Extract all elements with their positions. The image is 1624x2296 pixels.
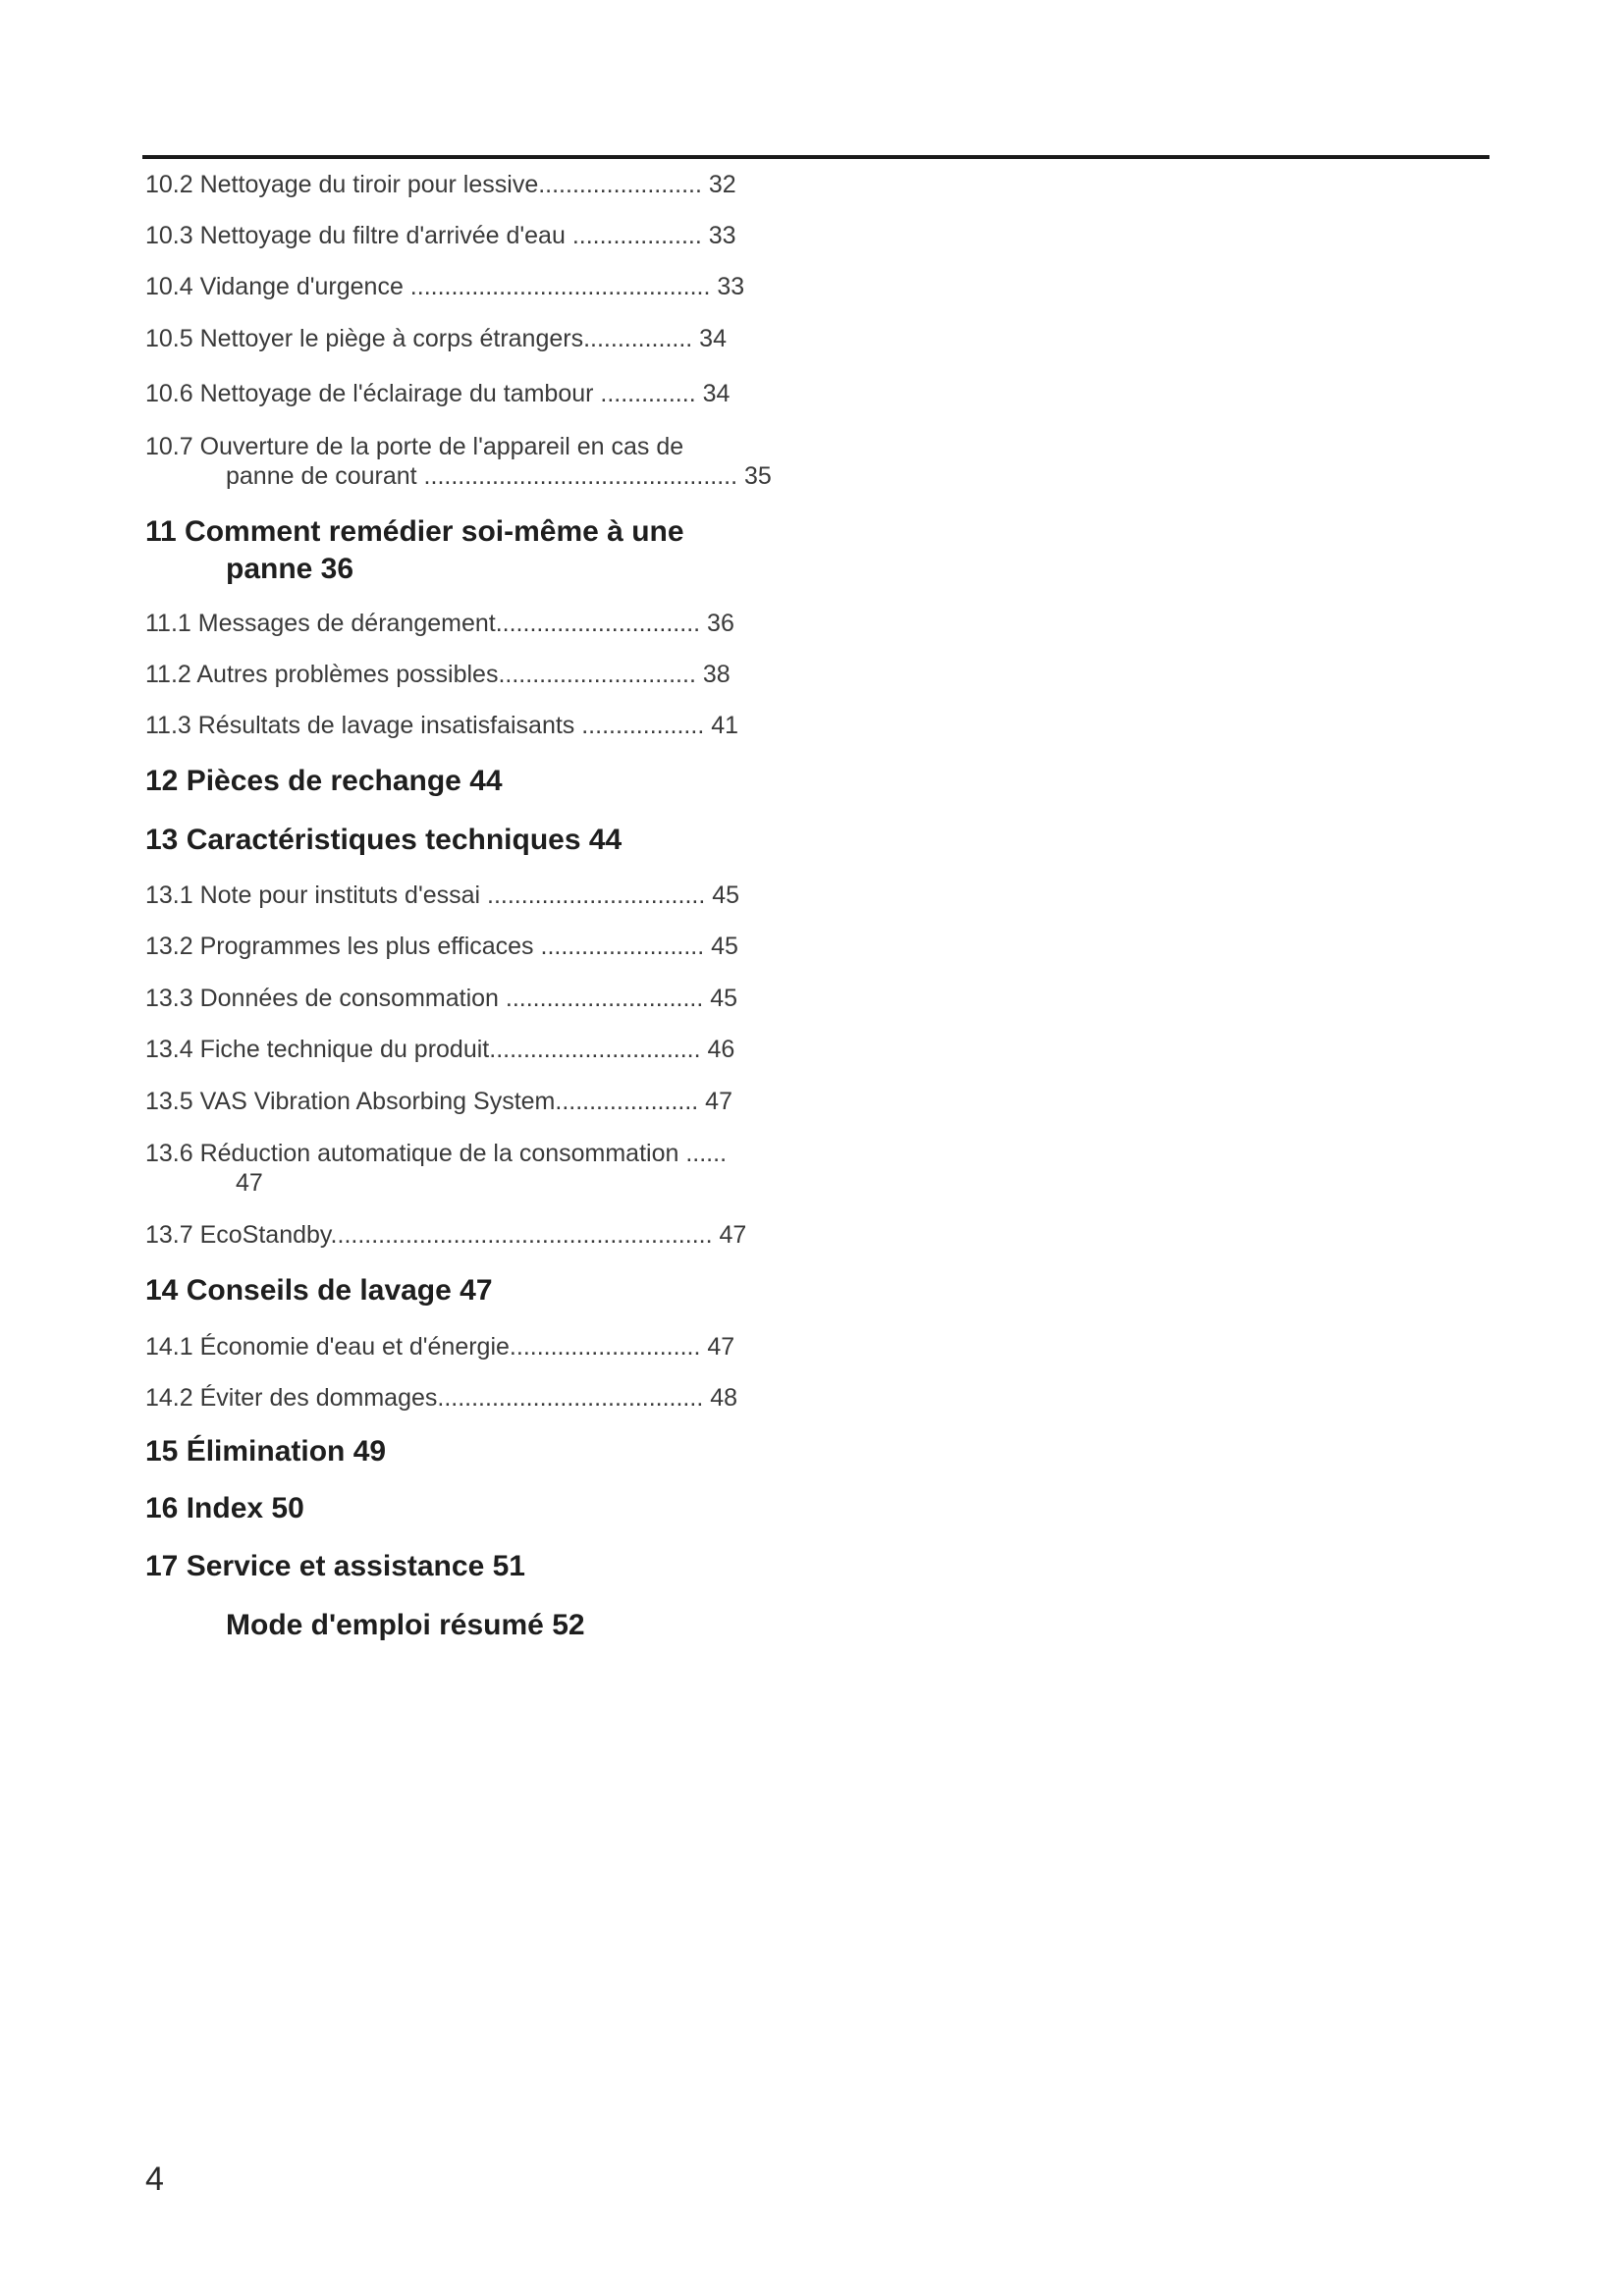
toc-entry-line1: 13.6 Réduction automatique de la consommation ...... [145, 1140, 728, 1167]
toc-entry-13-4[interactable]: 13.4 Fiche technique du produit............................... 46 [145, 1036, 735, 1063]
toc-entry-13-3[interactable]: 13.3 Données de consommation ............................. 45 [145, 985, 738, 1012]
toc-section-11[interactable] [145, 513, 684, 588]
toc-entry-14-1[interactable]: 14.1 Économie d'eau et d'énergie............................ 47 [145, 1333, 735, 1361]
header-rule [142, 155, 1489, 159]
toc-entry-10-5[interactable]: 10.5 Nettoyer le piège à corps étrangers................ 34 [145, 325, 727, 352]
toc-section-17[interactable]: 17 Service et assistance 51 [145, 1550, 525, 1582]
toc-entry-line2: panne de courant .............................................. 35 [226, 462, 772, 490]
toc-entry-10-4[interactable]: 10.4 Vidange d'urgence ............................................ 33 [145, 273, 745, 300]
toc-entry-11-3[interactable]: 11.3 Résultats de lavage insatisfaisants .................. 41 [145, 712, 739, 739]
page-number: 4 [145, 2161, 164, 2198]
toc-entry-13-7[interactable]: 13.7 EcoStandby........................................................ 47 [145, 1221, 747, 1249]
toc-section-15[interactable]: 15 Élimination 49 [145, 1435, 387, 1468]
toc-entry-11-2[interactable]: 11.2 Autres problèmes possibles............................. 38 [145, 661, 731, 688]
toc-entry-10-6[interactable]: 10.6 Nettoyage de l'éclairage du tambour .............. 34 [145, 380, 731, 407]
toc-entry-10-2[interactable]: 10.2 Nettoyage du tiroir pour lessive........................ 32 [145, 171, 736, 198]
toc-entry-line1: 10.7 Ouverture de la porte de l'appareil en cas de [145, 433, 684, 460]
toc-section-line1: 11 Comment remédier soi-même à une [145, 515, 684, 548]
toc-section-quick-guide[interactable]: Mode d'emploi résumé 52 [226, 1609, 585, 1641]
toc-entry-line2: 47 [236, 1169, 263, 1197]
toc-entry-13-5[interactable]: 13.5 VAS Vibration Absorbing System..................... 47 [145, 1088, 732, 1115]
toc-section-16[interactable]: 16 Index 50 [145, 1492, 304, 1524]
toc-entry-10-7[interactable] [145, 432, 772, 491]
toc-entry-10-3[interactable]: 10.3 Nettoyage du filtre d'arrivée d'eau ................... 33 [145, 222, 736, 249]
toc-entry-14-2[interactable]: 14.2 Éviter des dommages....................................... 48 [145, 1384, 738, 1412]
toc-section-line2: panne 36 [226, 553, 354, 585]
toc-entry-11-1[interactable]: 11.1 Messages de dérangement.............................. 36 [145, 610, 734, 637]
toc-entry-13-1[interactable]: 13.1 Note pour instituts d'essai ................................ 45 [145, 881, 740, 909]
toc-entry-13-6[interactable] [145, 1139, 727, 1198]
toc-section-12[interactable]: 12 Pièces de rechange 44 [145, 765, 503, 797]
toc-section-13[interactable]: 13 Caractéristiques techniques 44 [145, 824, 623, 856]
toc-entry-13-2[interactable]: 13.2 Programmes les plus efficaces ........................ 45 [145, 933, 738, 960]
toc-section-14[interactable]: 14 Conseils de lavage 47 [145, 1274, 493, 1307]
